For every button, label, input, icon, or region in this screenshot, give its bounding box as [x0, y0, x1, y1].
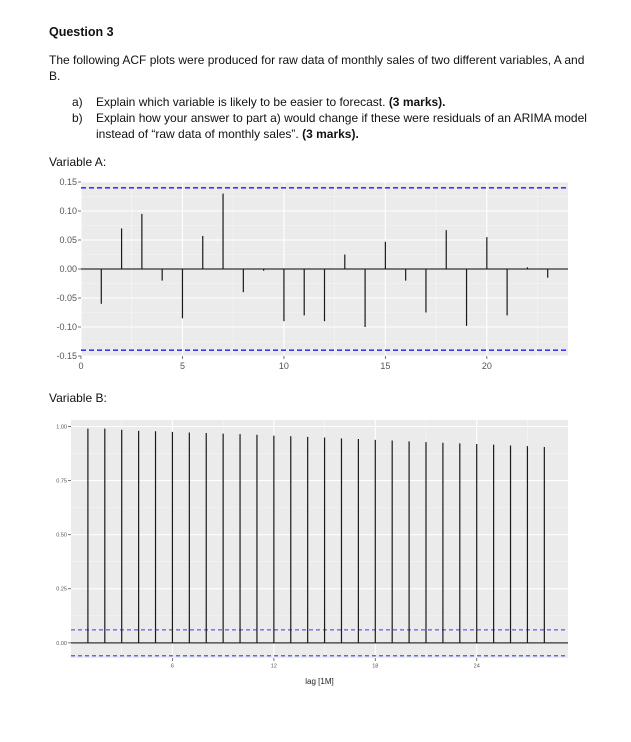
part-text — [96, 94, 446, 110]
question-heading: Question 3 — [49, 25, 114, 39]
y-tick-label: 0.00 — [59, 264, 77, 275]
plot-panel — [81, 182, 568, 356]
x-tick-label: 12 — [270, 663, 277, 670]
variable-a-label: Variable A: — [49, 155, 107, 169]
y-tick-label: -0.05 — [56, 293, 77, 304]
y-tick-label: 0.00 — [56, 640, 67, 647]
y-tick-label: 0.25 — [56, 586, 67, 593]
question-parts — [72, 94, 592, 142]
part-marks: (3 marks). — [388, 95, 446, 109]
x-tick-label: 6 — [170, 663, 174, 670]
x-tick-label: 15 — [380, 361, 391, 371]
x-tick-label: 5 — [179, 361, 185, 371]
y-tick-label: 0.10 — [59, 206, 77, 217]
plot-panel — [71, 420, 568, 658]
x-tick-label: 20 — [481, 361, 492, 371]
y-tick-label: 0.75 — [56, 478, 67, 485]
y-tick-label: 0.05 — [59, 235, 77, 246]
x-tick-label: 10 — [278, 361, 289, 371]
part-text — [96, 110, 592, 142]
part-letter: b) — [72, 111, 83, 125]
question-part-a — [72, 94, 592, 110]
part-marks: (3 marks). — [302, 127, 359, 141]
y-tick-label: -0.15 — [56, 351, 77, 362]
part-text-body: Explain how your answer to part a) would change if these were residuals of an ARIMA model instead of “raw data of monthly sales”. — [96, 111, 587, 141]
variable-b-label: Variable B: — [49, 391, 107, 405]
x-tick-label: 24 — [473, 663, 480, 670]
question-intro: The following ACF plots were produced for raw data of monthly sales of two different variables, A and B. — [49, 53, 585, 83]
y-tick-label: 0.50 — [56, 532, 67, 539]
y-tick-label: -0.10 — [56, 322, 77, 333]
question-part-b — [72, 110, 592, 142]
x-tick-label: 18 — [372, 663, 379, 670]
part-letter: a) — [72, 95, 83, 109]
y-tick-label: 1.00 — [56, 424, 67, 431]
y-tick-label: 0.15 — [59, 177, 77, 188]
x-axis-label: lag [1M] — [305, 677, 334, 686]
x-tick-label: 0 — [78, 361, 84, 371]
part-text-body: Explain which variable is likely to be easier to forecast. — [96, 95, 389, 109]
